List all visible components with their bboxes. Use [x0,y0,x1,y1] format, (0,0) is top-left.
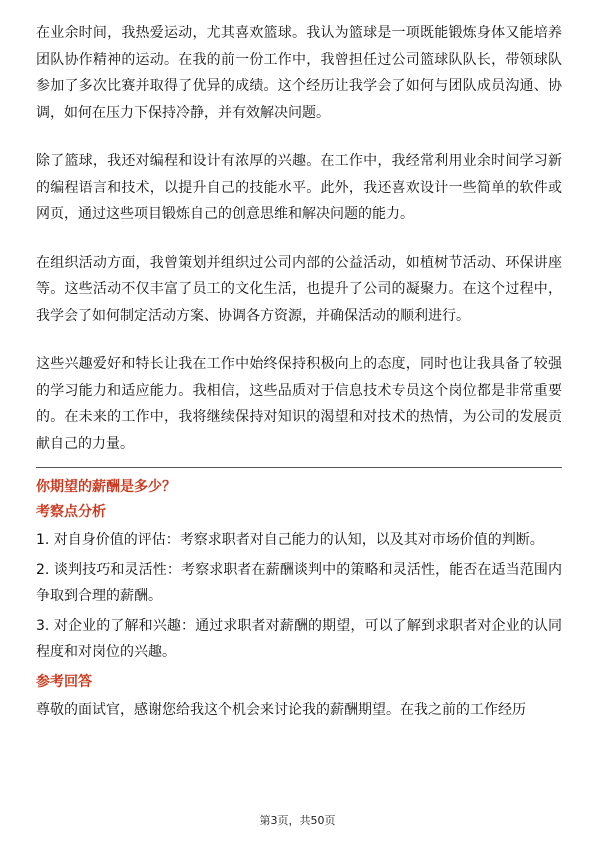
section-divider [36,467,562,468]
page-content [36,20,562,727]
analysis-item: 2. 谈判技巧和灵活性：考察求职者在薪酬谈判中的策略和灵活性，能否在适当范围内争取到合理的薪酬。 [36,562,562,604]
analysis-heading: 考察点分析 [36,504,106,520]
analysis-item: 1. 对自身价值的评估：考察求职者对自己能力的认知，以及其对市场价值的判断。 [36,532,544,548]
answer-heading: 参考回答 [36,674,92,690]
question-heading: 你期望的薪酬是多少？ [36,479,176,495]
answer-text: 尊敬的面试官，感谢您给我这个机会来讨论我的薪酬期望。在我之前的工作经历 [36,702,526,718]
analysis-item: 3. 对企业的了解和兴趣：通过求职者对薪酬的期望，可以了解到求职者对企业的认同程度和对岗位的兴趣。 [36,618,562,660]
paragraph-programming: 除了篮球，我还对编程和设计有浓厚的兴趣。在工作中，我经常利用业余时间学习新的编程语言和技术，以提升自己的技能水平。此外，我还喜欢设计一些简单的软件或网页，通过这些项目锻炼自己的创意思维和解决问题的能力。 [36,153,562,222]
page-number-footer: 第3页，共50页 [259,814,336,827]
paragraph-activities: 在组织活动方面，我曾策划并组织过公司内部的公益活动，如植树节活动、环保讲座等。这些活动不仅丰富了员工的文化生活，也提升了公司的凝聚力。在这个过程中，我学会了如何制定活动方案、协调各方资源，并确保活动的顺利进行。 [36,254,562,324]
paragraph-basketball: 在业余时间，我热爱运动，尤其喜欢篮球。我认为篮球是一项既能锻炼身体又能培养团队协作精神的运动。在我的前一份工作中，我曾担任过公司篮球队队长，带领球队参加了多次比赛并取得了优异的成绩。这个经历让我学会了如何与团队成员沟通、协调，如何在压力下保持冷静，并有效解决问题。 [36,25,562,121]
paragraph-summary: 这些兴趣爱好和特长让我在工作中始终保持积极向上的态度，同时也让我具备了较强的学习能力和适应能力。我相信，这些品质对于信息技术专员这个岗位都是非常重要的。在未来的工作中，我将继续保持对知识的渴望和对技术的热情，为公司的发展贡献自己的力量。 [36,356,562,452]
